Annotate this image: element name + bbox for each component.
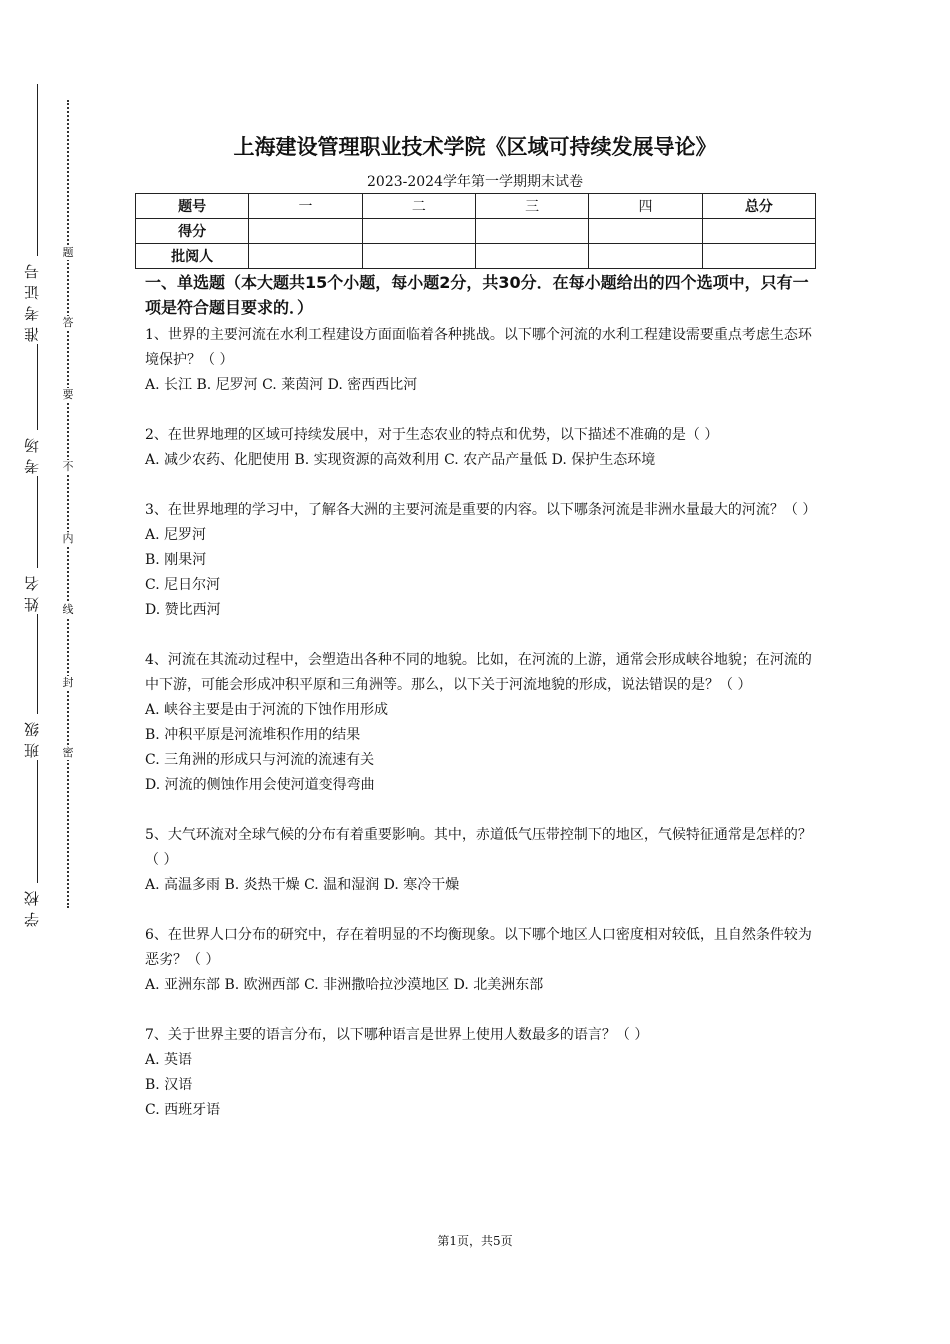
grader-cell bbox=[249, 244, 362, 269]
option-b: B. 汉语 bbox=[145, 1077, 193, 1093]
binding-dotted-line bbox=[67, 100, 69, 908]
column-header-total: 总分 bbox=[702, 194, 815, 219]
option-c: C. 尼日尔河 bbox=[145, 577, 221, 593]
option-c: C. 三角洲的形成只与河流的流速有关 bbox=[145, 752, 375, 768]
option-a: A. 英语 bbox=[145, 1052, 193, 1068]
seal-char: 题 bbox=[60, 246, 76, 260]
column-header: 四 bbox=[589, 194, 702, 219]
row-label-grader: 批阅人 bbox=[136, 244, 249, 269]
question-5 bbox=[145, 823, 815, 898]
row-label-question-number: 题号 bbox=[136, 194, 249, 219]
score-table-header-row bbox=[136, 194, 816, 219]
question-stem: 2、在世界地理的区域可持续发展中，对于生态农业的特点和优势，以下描述不准确的是（ ） bbox=[145, 427, 719, 443]
binding-solid-line bbox=[37, 84, 38, 919]
score-table bbox=[135, 193, 816, 269]
section-title: 一、单选题（本大题共15个小题，每小题2分，共30分．在每小题给出的四个选项中，只有一项是符合题目要求的．） bbox=[145, 273, 809, 317]
question-6 bbox=[145, 923, 815, 998]
question-stem: 6、在世界人口分布的研究中，存在着明显的不均衡现象。以下哪个地区人口密度相对较低，且自然条件较为恶劣？（ ） bbox=[145, 927, 812, 968]
seal-char: 不 bbox=[60, 460, 76, 474]
question-stem: 7、关于世界主要的语言分布，以下哪种语言是世界上使用人数最多的语言？（ ） bbox=[145, 1027, 649, 1043]
exam-content bbox=[145, 270, 815, 1123]
score-cell bbox=[589, 219, 702, 244]
question-stem: 5、大气环流对全球气候的分布有着重要影响。其中，赤道低气压带控制下的地区，气候特征通常是怎样的？（ ） bbox=[145, 827, 812, 868]
seal-char: 答 bbox=[60, 316, 76, 330]
question-options: A. 亚洲东部 B. 欧洲西部 C. 非洲撒哈拉沙漠地区 D. 北美洲东部 bbox=[145, 977, 544, 993]
question-options: A. 减少农药、化肥使用 B. 实现资源的高效利用 C. 农产品产量低 D. 保护生态环境 bbox=[145, 452, 656, 468]
binding-label-class: 班级 bbox=[23, 716, 41, 758]
question-7 bbox=[145, 1023, 815, 1123]
question-1 bbox=[145, 323, 815, 398]
grader-cell bbox=[475, 244, 588, 269]
seal-char: 要 bbox=[60, 388, 76, 402]
option-a: A. 尼罗河 bbox=[145, 527, 207, 543]
option-d: D. 河流的侧蚀作用会使河道变得弯曲 bbox=[145, 777, 375, 793]
score-cell bbox=[475, 219, 588, 244]
grader-cell bbox=[589, 244, 702, 269]
question-2 bbox=[145, 423, 815, 473]
binding-label-exam-number: 准考证号 bbox=[23, 258, 41, 342]
question-options: A. 长江 B. 尼罗河 C. 莱茵河 D. 密西西比河 bbox=[145, 377, 418, 393]
score-table-grader-row bbox=[136, 244, 816, 269]
seal-char: 线 bbox=[60, 603, 76, 617]
row-label-score: 得分 bbox=[136, 219, 249, 244]
page-footer: 第1页，共5页 bbox=[437, 1234, 513, 1248]
score-cell bbox=[702, 219, 815, 244]
question-3 bbox=[145, 498, 815, 623]
column-header: 一 bbox=[249, 194, 362, 219]
exam-subtitle: 2023-2024学年第一学期期末试卷 bbox=[367, 174, 583, 190]
score-table-score-row bbox=[136, 219, 816, 244]
column-header: 三 bbox=[475, 194, 588, 219]
question-4 bbox=[145, 648, 815, 798]
option-d: D. 赞比西河 bbox=[145, 602, 221, 618]
option-b: B. 刚果河 bbox=[145, 552, 207, 568]
binding-label-school: 学校 bbox=[23, 885, 41, 927]
binding-label-exam-room: 考场 bbox=[23, 432, 41, 474]
option-c: C. 西班牙语 bbox=[145, 1102, 221, 1118]
option-b: B. 冲积平原是河流堆积作用的结果 bbox=[145, 727, 361, 743]
seal-char: 内 bbox=[60, 532, 76, 546]
page-title: 上海建设管理职业技术学院《区域可持续发展导论》 bbox=[233, 135, 717, 159]
option-a: A. 峡谷主要是由于河流的下蚀作用形成 bbox=[145, 702, 389, 718]
grader-cell bbox=[362, 244, 475, 269]
grader-cell bbox=[702, 244, 815, 269]
seal-char: 密 bbox=[60, 746, 76, 760]
score-cell bbox=[362, 219, 475, 244]
question-options: A. 高温多雨 B. 炎热干燥 C. 温和湿润 D. 寒冷干燥 bbox=[145, 877, 460, 893]
score-cell bbox=[249, 219, 362, 244]
question-stem: 1、世界的主要河流在水利工程建设方面面临着各种挑战。以下哪个河流的水利工程建设需要重点考虑生态环境保护？（ ） bbox=[145, 327, 812, 368]
binding-label-name: 姓名 bbox=[23, 570, 41, 612]
question-stem: 3、在世界地理的学习中，了解各大洲的主要河流是重要的内容。以下哪条河流是非洲水量最大的河流？（ ） bbox=[145, 502, 817, 518]
column-header: 二 bbox=[362, 194, 475, 219]
seal-char: 封 bbox=[60, 676, 76, 690]
question-stem: 4、河流在其流动过程中，会塑造出各种不同的地貌。比如，在河流的上游，通常会形成峡谷地貌；在河流的中下游，可能会形成冲积平原和三角洲等。那么，以下关于河流地貌的形成，说法错误的是？（ ） bbox=[145, 652, 812, 693]
